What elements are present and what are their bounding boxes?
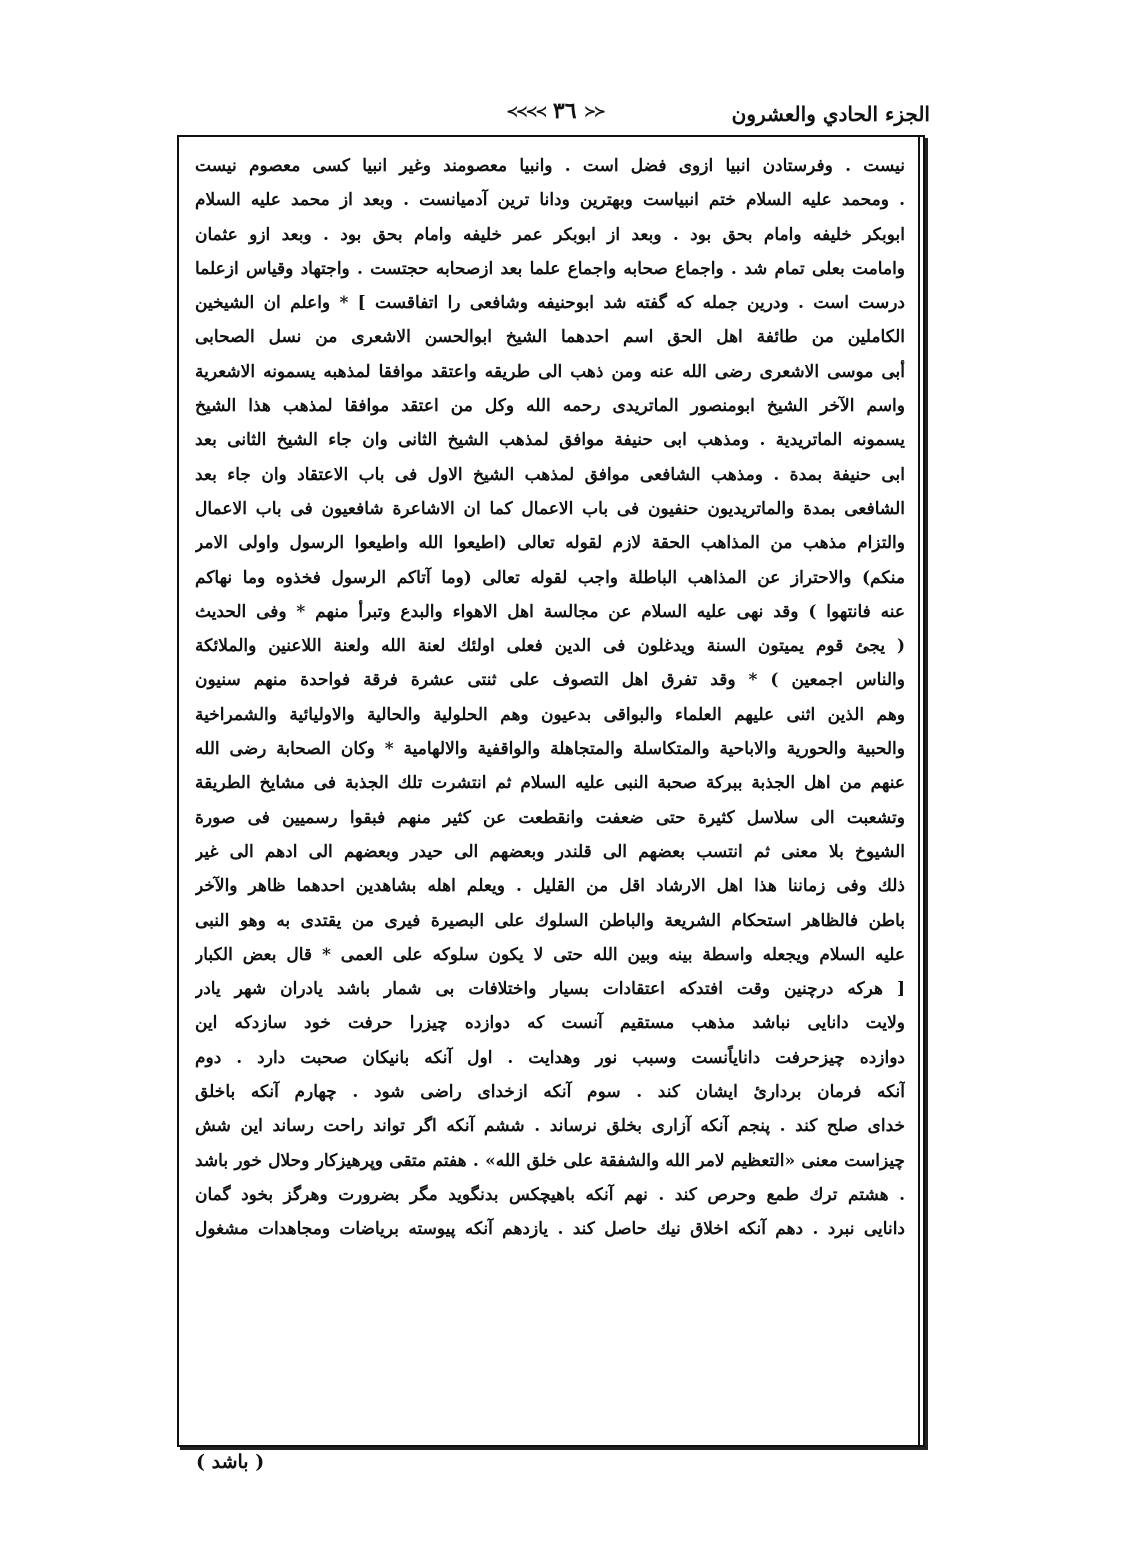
right-ornament-icon: ≻≻	[584, 104, 604, 120]
text-line: والحبية والحورية والاباحية والمتكاسلة والمتجاهلة والواقفية والالهامية * وكان الصحابة رضى الله	[195, 739, 905, 760]
text-line: آنكه فرمان بردارئ ايشان كند . سوم آنكه ازخداى راضى شود . چهارم آنكه باخلق	[195, 1082, 905, 1103]
text-line: عليه السلام ويجعله واسطة بينه وبين الله حتى لا يكون سلوكه على العمى * قال بعض الكبار	[195, 944, 905, 965]
text-line: خداى صلح كند . پنجم آنكه آزارى بخلق نرساند . ششم آنكه اگر تواند راحت رساند اين شش	[195, 1116, 905, 1137]
text-line: باطن فالظاهر استحكام الشريعة والباطن السلوك على البصيرة فيرى من يقتدى به وهو النبى	[195, 910, 905, 931]
text-line: الكاملين من طائفة اهل الحق اسم احدهما الشيخ ابوالحسن الاشعرى من نسل الصحابى	[195, 327, 905, 348]
left-ornament-icon: ≺≺≺≺	[506, 104, 546, 120]
text-line: ( يجئ قوم يميتون السنة ويدغلون فى الدين فعلى اولئك لعنة الله ولعنة اللاعنين والملائكة	[195, 636, 905, 657]
page-number: ٣٦	[552, 98, 577, 124]
text-frame	[177, 135, 925, 1447]
text-line: ابوبكر خليفه وامام بحق بود . وبعد از ابوبكر عمر خليفه وامام بحق بود . وبعد ازو عثمان	[195, 224, 905, 245]
text-line: والتزام مذهب من المذاهب الحقة لازم لقوله تعالى (اطيعوا الله واطيعوا الرسول واولى الامر	[195, 533, 905, 554]
text-line: . هشتم ترك طمع وحرص كند . نهم آنكه باهيچكس بدنگويد مگر بضرورت وهرگز بخود گمان	[195, 1184, 905, 1205]
text-line: يسمونه الماتريدية . ومذهب ابى حنيفة موافق لمذهب الشيخ الثانى وان جاء الشيخ الثانى بعد	[195, 430, 905, 451]
text-line: ذلك وفى زماننا هذا اهل الارشاد اقل من القليل . ويعلم اهله بشاهدين احدهما ظاهر والآخر	[195, 876, 905, 897]
text-line: درست است . ودرين جمله كه گفته شد ابوحنيفه وشافعى را اتفاقست ] * واعلم ان الشيخين	[195, 293, 905, 314]
text-line: والناس اجمعين ) * وقد تفرق اهل التصوف على ثنتى عشرة فرقة فواحدة منهم سنيون	[195, 670, 905, 691]
text-line: [ هركه درچنين وقت افتدكه اعتقادات بسيار واختلافات بى شمار باشد يادران شهر يادر	[195, 979, 905, 1000]
text-line: الشافعى بمدة والماتريديون حنفيون فى باب الاعمال كما ان الاشاعرة شافعيون فى باب الاعمال	[195, 498, 905, 519]
page-header	[180, 98, 930, 134]
text-line: عنه فانتهوا ) وقد نهى عليه السلام عن مجالسة اهل الاهواء والبدع وتبرأ منهم * وفى الحديث	[195, 601, 905, 622]
catchword: ( باشد )	[196, 1451, 265, 1473]
page-number-block	[500, 98, 610, 124]
text-line: ولايت دانايى نباشد مذهب مستقيم آنست كه دوازده چيزرا حرفت خود سازدكه اين	[195, 1013, 905, 1034]
text-line: الشيوخ بلا معنى ثم انتسب بعضهم الى قلندر وبعضهم الى حيدر وبعضهم الى ادهم الى غير	[195, 841, 905, 862]
running-head: الجزء الحادي والعشرون	[731, 102, 930, 126]
text-line: نيست . وفرستادن انبيا ازوى فضل است . وانبيا معصومند وغير انبيا كسى معصوم نيست	[195, 156, 905, 176]
text-line: ابى حنيفة بمدة . ومذهب الشافعى موافق لمذهب الشيخ الاول فى باب الاعتقاد وان جاء بعد	[195, 464, 905, 485]
text-line: عنهم من اهل الجذبة ببركة صحبة النبى عليه السلام ثم انتشرت تلك الجذبة فى مشايخ الطريقة	[195, 773, 905, 794]
text-line: چيزاست معنى «التعظيم لامر الله والشفقة على خلق الله» . هفتم متقى وپرهيزكار وحلال خور باشد	[195, 1150, 905, 1171]
text-line: أبى موسى الاشعرى رضى الله عنه ومن ذهب الى طريقه واعتقد موافقا لمذهبه يسمونه الاشعرية	[195, 361, 905, 382]
text-body	[195, 149, 905, 1437]
text-line: دوازده چيزحرفت داناياًنست وسبب نور وهدايت . اول آنكه بانيكان صحبت دارد . دوم	[195, 1047, 905, 1068]
text-line: دانايى نبرد . دهم آنكه اخلاق نيك حاصل كند . يازدهم آنكه پيوسته برياضات ومجاهدات مشغول	[195, 1219, 905, 1240]
text-line: وتشعبت الى سلاسل كثيرة حتى ضعفت وانقطعت عن كثير منهم فبقوا رسميين فى صورة	[195, 807, 905, 828]
text-line: وامامت بعلى تمام شد . واجماع صحابه واجماع علما بعد ازصحابه حجتست . واجتهاد وقياس ازعلما	[195, 258, 905, 279]
text-line: منكم) والاحتراز عن المذاهب الباطلة واجب لقوله تعالى (وما آتاكم الرسول فخذوه وما نهاكم	[195, 567, 905, 588]
text-line: واسم الآخر الشيخ ابومنصور الماتريدى رحمه الله وكل من اعتقد موافقا لمذهب هذا الشيخ	[195, 396, 905, 417]
text-line: . ومحمد عليه السلام ختم انبياست وبهترين ودانا ترين آدميانست . وبعد از محمد عليه السلام	[195, 190, 905, 211]
text-line: وهم الذين اثنى عليهم العلماء والبواقى بدعيون وهم الحلولية والحالية والاوليائية والشمراخية	[195, 704, 905, 725]
